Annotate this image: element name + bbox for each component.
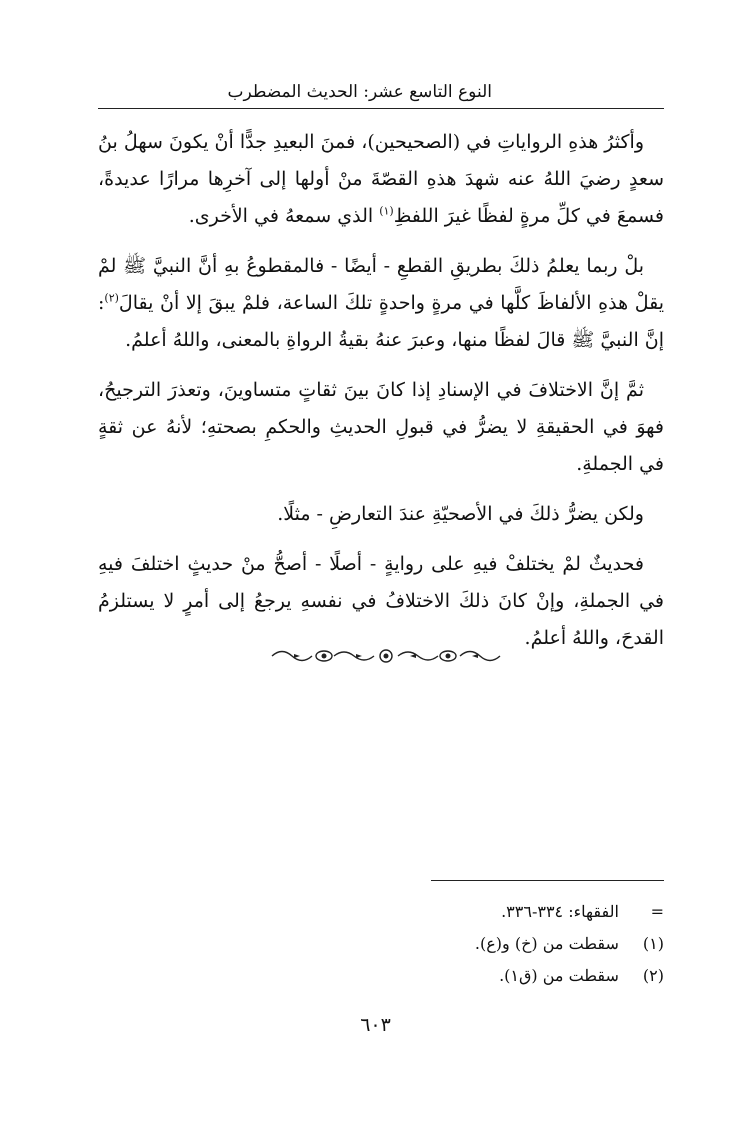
- footnote-marker: =: [650, 902, 664, 921]
- paragraph-3: ثمَّ إنَّ الاختلافَ في الإسنادِ إذا كانَ بينَ ثقاتٍ متساوينَ، وتعذرَ الترجيحُ، فهوَ في الحقيقةِ لا يضرُّ في قبولِ الحديثِ والحكمِ بصحتهِ؛ لأنهُ عن ثقةٍ في الجملةِ.: [98, 379, 664, 475]
- footnote-divider: [431, 880, 664, 881]
- running-header: [98, 78, 664, 109]
- footnotes: [360, 896, 664, 992]
- paragraph-1: [98, 124, 664, 235]
- header-title: النوع التاسع عشر: الحديث المضطرب: [227, 82, 492, 102]
- footnote-continuation: [360, 896, 664, 928]
- main-text: [98, 124, 664, 670]
- paragraph-1-text: وأكثرُ هذهِ الرواياتِ في (الصحيحين)، فمنَ البعيدِ جدًّا أنْ يكونَ سهلُ بنُ سعدٍ رضيَ اللهُ عنه شهدَ هذهِ القصّةَ منْ أولها إلى آخرِها مرارًا عديدةً، فسمعَ في كلِّ مرةٍ لفظًا غيرَ اللفظِ: [98, 131, 664, 227]
- paragraph-4: ولكن يضرُّ ذلكَ في الأصحيّةِ عندَ التعارضِ - مثلًا.: [277, 503, 644, 525]
- footnote-text: الفقهاء: ٣٣٤-٣٣٦.: [501, 902, 619, 921]
- footnote-text: سقطت من (ق١).: [499, 966, 619, 985]
- paragraph-2: [98, 248, 664, 359]
- footnote-text: سقطت من (خ) و(ع).: [474, 934, 619, 953]
- footnote-ref-2: (٢): [104, 291, 119, 305]
- footnote-marker: (٢): [642, 966, 664, 985]
- footnote-marker: (١): [642, 934, 664, 953]
- section-ornament: [268, 643, 504, 669]
- footnote-2: [360, 960, 664, 992]
- paragraph-2-tail: : إنَّ النبيَّ ﷺ قالَ لفظًا منها، وعبرَ عنهُ بقيةُ الرواةِ بالمعنى، واللهُ أعلمُ.: [98, 292, 664, 351]
- footnote-1: [360, 928, 664, 960]
- paragraph-1-tail: الذي سمعهُ في الأخرى.: [188, 205, 380, 227]
- footnote-ref-1: (١): [379, 204, 394, 218]
- page-number: ٦٠٣: [360, 1014, 391, 1036]
- paragraph-5: فحديثٌ لمْ يختلفْ فيهِ على روايةٍ - أصلًا - أصحُّ منْ حديثٍ اختلفَ فيهِ في الجملةِ، وإنْ كانَ ذلكَ الاختلافُ في نفسهِ يرجعُ إلى أمرٍ لا يستلزمُ القدحَ، واللهُ أعلمُ.: [98, 553, 664, 649]
- paragraph-2-text: بلْ ربما يعلمُ ذلكَ بطريقِ القطعِ - أيضًا - فالمقطوعُ بهِ أنَّ النبيَّ ﷺ لمْ يقلْ هذهِ الألفاظَ كلَّها في مرةٍ واحدةٍ تلكَ الساعة، فلمْ يبقَ إلا أنْ يقالَ: [98, 255, 664, 314]
